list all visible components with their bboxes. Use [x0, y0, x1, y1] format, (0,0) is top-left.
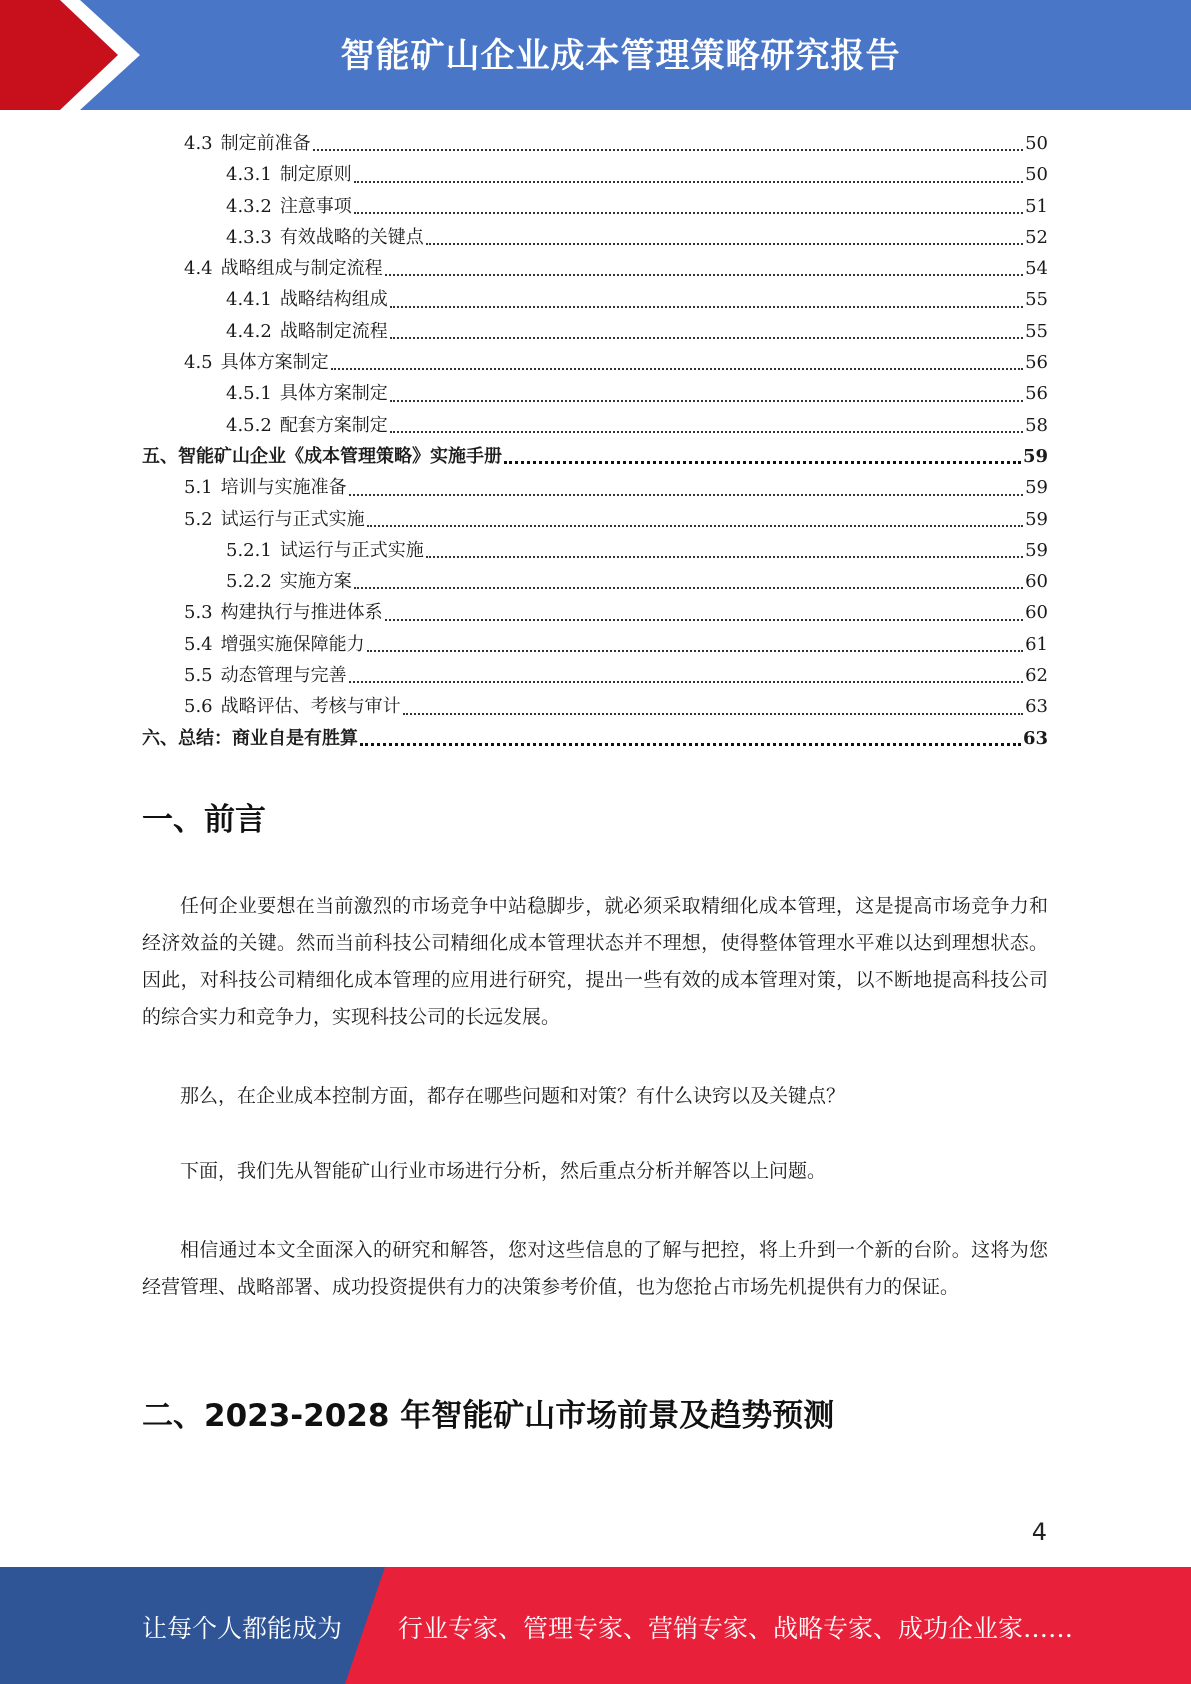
- toc-entry-page: 62: [1025, 665, 1048, 687]
- preface-paragraph-1: 任何企业要想在当前激烈的市场竞争中站稳脚步，就必须采取精细化成本管理，这是提高市场竞争力和经济效益的关键。然而当前科技公司精细化成本管理状态并不理想，使得整体管理水平难以达到理想状态。因此，对科技公司精细化成本管理的应用进行研究，提出一些有效的成本管理对策，以不断地提高科技公司的综合实力和竞争力，实现科技公司的长远发展。: [142, 895, 1048, 1028]
- toc-entry-title: 战略结构组成: [279, 289, 388, 311]
- toc-entry-page: 59: [1022, 445, 1048, 467]
- toc-entry-title: 实施方案: [279, 571, 352, 593]
- toc-dot-leader: [367, 649, 1023, 652]
- footer-slogan-left: 让每个人都能成为: [142, 1614, 343, 1643]
- toc-dot-leader: [360, 742, 1021, 746]
- toc-dot-leader: [390, 430, 1023, 433]
- toc-entry[interactable]: [142, 128, 1048, 159]
- toc-entry-page: 59: [1025, 508, 1048, 530]
- toc-entry[interactable]: [142, 629, 1048, 660]
- toc-entry-number: 4.3.1: [226, 164, 272, 186]
- toc-entry-number: 4.3: [184, 133, 213, 154]
- toc-entry-page: 52: [1025, 226, 1048, 248]
- toc-entry-page: 54: [1025, 258, 1048, 280]
- toc-entry-number: 5.1: [184, 477, 213, 499]
- toc-entry[interactable]: [142, 535, 1048, 566]
- toc-entry-title: 构建执行与推进体系: [220, 602, 383, 624]
- toc-entry-number: 4.3.3: [226, 226, 272, 248]
- toc-entry-title: 具体方案制定: [279, 383, 388, 405]
- toc-dot-leader: [354, 180, 1023, 183]
- toc-entry-title: 增强实施保障能力: [220, 633, 365, 655]
- toc-dot-leader: [390, 305, 1023, 308]
- toc-entry-number: 5.6: [184, 696, 213, 718]
- toc-dot-leader: [390, 399, 1023, 402]
- toc-entry-page: 59: [1025, 477, 1048, 499]
- toc-dot-leader: [331, 367, 1023, 370]
- toc-entry[interactable]: [142, 504, 1048, 535]
- toc-entry[interactable]: [142, 159, 1048, 190]
- toc-entry-title: 有效战略的关键点: [279, 226, 424, 248]
- toc-entry-title: 具体方案制定: [220, 352, 329, 374]
- header-arrow-graphic: [0, 0, 160, 110]
- page-header: [0, 0, 1191, 110]
- page-footer: [0, 1567, 1191, 1684]
- toc-dot-leader: [403, 712, 1023, 715]
- toc-dot-leader: [426, 555, 1023, 558]
- toc-entry-number: 5.2.2: [226, 571, 272, 593]
- toc-entry-title: 战略组成与制定流程: [220, 258, 383, 280]
- toc-entry-page: 55: [1025, 289, 1048, 311]
- toc-entry-page: 60: [1025, 571, 1048, 593]
- toc-entry[interactable]: [142, 723, 1048, 754]
- toc-entry[interactable]: [142, 410, 1048, 441]
- toc-dot-leader: [349, 493, 1023, 496]
- toc-entry-page: 61: [1025, 633, 1048, 655]
- table-of-contents: [142, 128, 1048, 754]
- toc-entry-page: 60: [1025, 602, 1048, 624]
- toc-dot-leader: [349, 680, 1023, 683]
- toc-entry[interactable]: [142, 597, 1048, 628]
- toc-entry-number: 4.5: [184, 352, 213, 374]
- preface-paragraph-2: 那么，在企业成本控制方面，都存在哪些问题和对策？有什么诀窍以及关键点？: [180, 1085, 846, 1107]
- toc-dot-leader: [504, 460, 1021, 464]
- toc-entry[interactable]: [142, 316, 1048, 347]
- toc-entry-number: 4.5.2: [226, 414, 272, 436]
- toc-dot-leader: [385, 273, 1023, 276]
- toc-entry-page: 51: [1025, 195, 1048, 217]
- toc-entry-number: 5.2.1: [226, 539, 272, 561]
- toc-dot-leader: [354, 211, 1023, 214]
- toc-entry-page: 63: [1025, 696, 1048, 718]
- toc-entry-number: 5.3: [184, 602, 213, 624]
- toc-entry-page: 55: [1025, 320, 1048, 342]
- toc-entry[interactable]: [142, 347, 1048, 378]
- toc-entry[interactable]: [142, 566, 1048, 597]
- toc-entry-number: 4.4.1: [226, 289, 272, 311]
- toc-entry[interactable]: [142, 472, 1048, 503]
- toc-entry-title: 制定前准备: [220, 133, 311, 154]
- toc-dot-leader: [354, 586, 1023, 589]
- toc-entry-number: 5.4: [184, 633, 213, 655]
- toc-entry-title: 试运行与正式实施: [220, 508, 365, 530]
- toc-dot-leader: [367, 524, 1023, 527]
- page-number: 4: [1031, 1518, 1047, 1546]
- toc-entry[interactable]: [142, 222, 1048, 253]
- preface-paragraph-3: 下面，我们先从智能矿山行业市场进行分析，然后重点分析并解答以上问题。: [180, 1160, 827, 1182]
- toc-entry-title: 制定原则: [279, 164, 352, 186]
- section-heading-market-outlook: 二、2023-2028 年智能矿山市场前景及趋势预测: [142, 1398, 835, 1434]
- toc-entry-number: 5.5: [184, 665, 213, 687]
- toc-entry-title: 五、智能矿山企业《成本管理策略》实施手册: [142, 445, 502, 467]
- toc-entry-title: 配套方案制定: [279, 414, 388, 436]
- toc-entry[interactable]: [142, 378, 1048, 409]
- toc-entry-title: 战略评估、考核与审计: [220, 696, 401, 718]
- toc-entry-page: 50: [1025, 133, 1048, 154]
- toc-entry[interactable]: [142, 441, 1048, 472]
- toc-entry-number: 4.4: [184, 258, 213, 280]
- toc-entry-page: 56: [1025, 383, 1048, 405]
- toc-entry-page: 59: [1025, 539, 1048, 561]
- toc-entry-title: 培训与实施准备: [220, 477, 347, 499]
- toc-dot-leader: [426, 242, 1023, 245]
- toc-entry-title: 注意事项: [279, 195, 352, 217]
- report-title: 智能矿山企业成本管理策略研究报告: [340, 36, 901, 76]
- toc-dot-leader: [385, 618, 1023, 621]
- toc-entry-title: 战略制定流程: [279, 320, 388, 342]
- toc-entry[interactable]: [142, 284, 1048, 315]
- toc-entry-page: 58: [1025, 414, 1048, 436]
- toc-entry-title: 六、总结：商业自是有胜算: [142, 727, 358, 749]
- toc-entry-page: 56: [1025, 352, 1048, 374]
- toc-entry-page: 63: [1022, 727, 1048, 749]
- toc-entry-title: 动态管理与完善: [220, 665, 347, 687]
- toc-dot-leader: [390, 336, 1023, 339]
- toc-entry-title: 试运行与正式实施: [279, 539, 424, 561]
- toc-entry[interactable]: [142, 253, 1048, 284]
- footer-slogan-right: 行业专家、管理专家、营销专家、战略专家、成功企业家……: [398, 1614, 1074, 1643]
- toc-entry[interactable]: [142, 691, 1048, 722]
- toc-entry-number: 5.2: [184, 508, 213, 530]
- toc-entry-number: 4.3.2: [226, 195, 272, 217]
- toc-entry-number: 4.5.1: [226, 383, 272, 405]
- toc-entry[interactable]: [142, 660, 1048, 691]
- preface-paragraph-4: 相信通过本文全面深入的研究和解答，您对这些信息的了解与把控，将上升到一个新的台阶。这将为您经营管理、战略部署、成功投资提供有力的决策参考价值，也为您抢占市场先机提供有力的保证。: [142, 1239, 1048, 1298]
- section-heading-preface: 一、前言: [142, 802, 266, 838]
- toc-entry[interactable]: [142, 191, 1048, 222]
- toc-dot-leader: [313, 148, 1023, 151]
- toc-entry-page: 50: [1025, 164, 1048, 186]
- toc-entry-number: 4.4.2: [226, 320, 272, 342]
